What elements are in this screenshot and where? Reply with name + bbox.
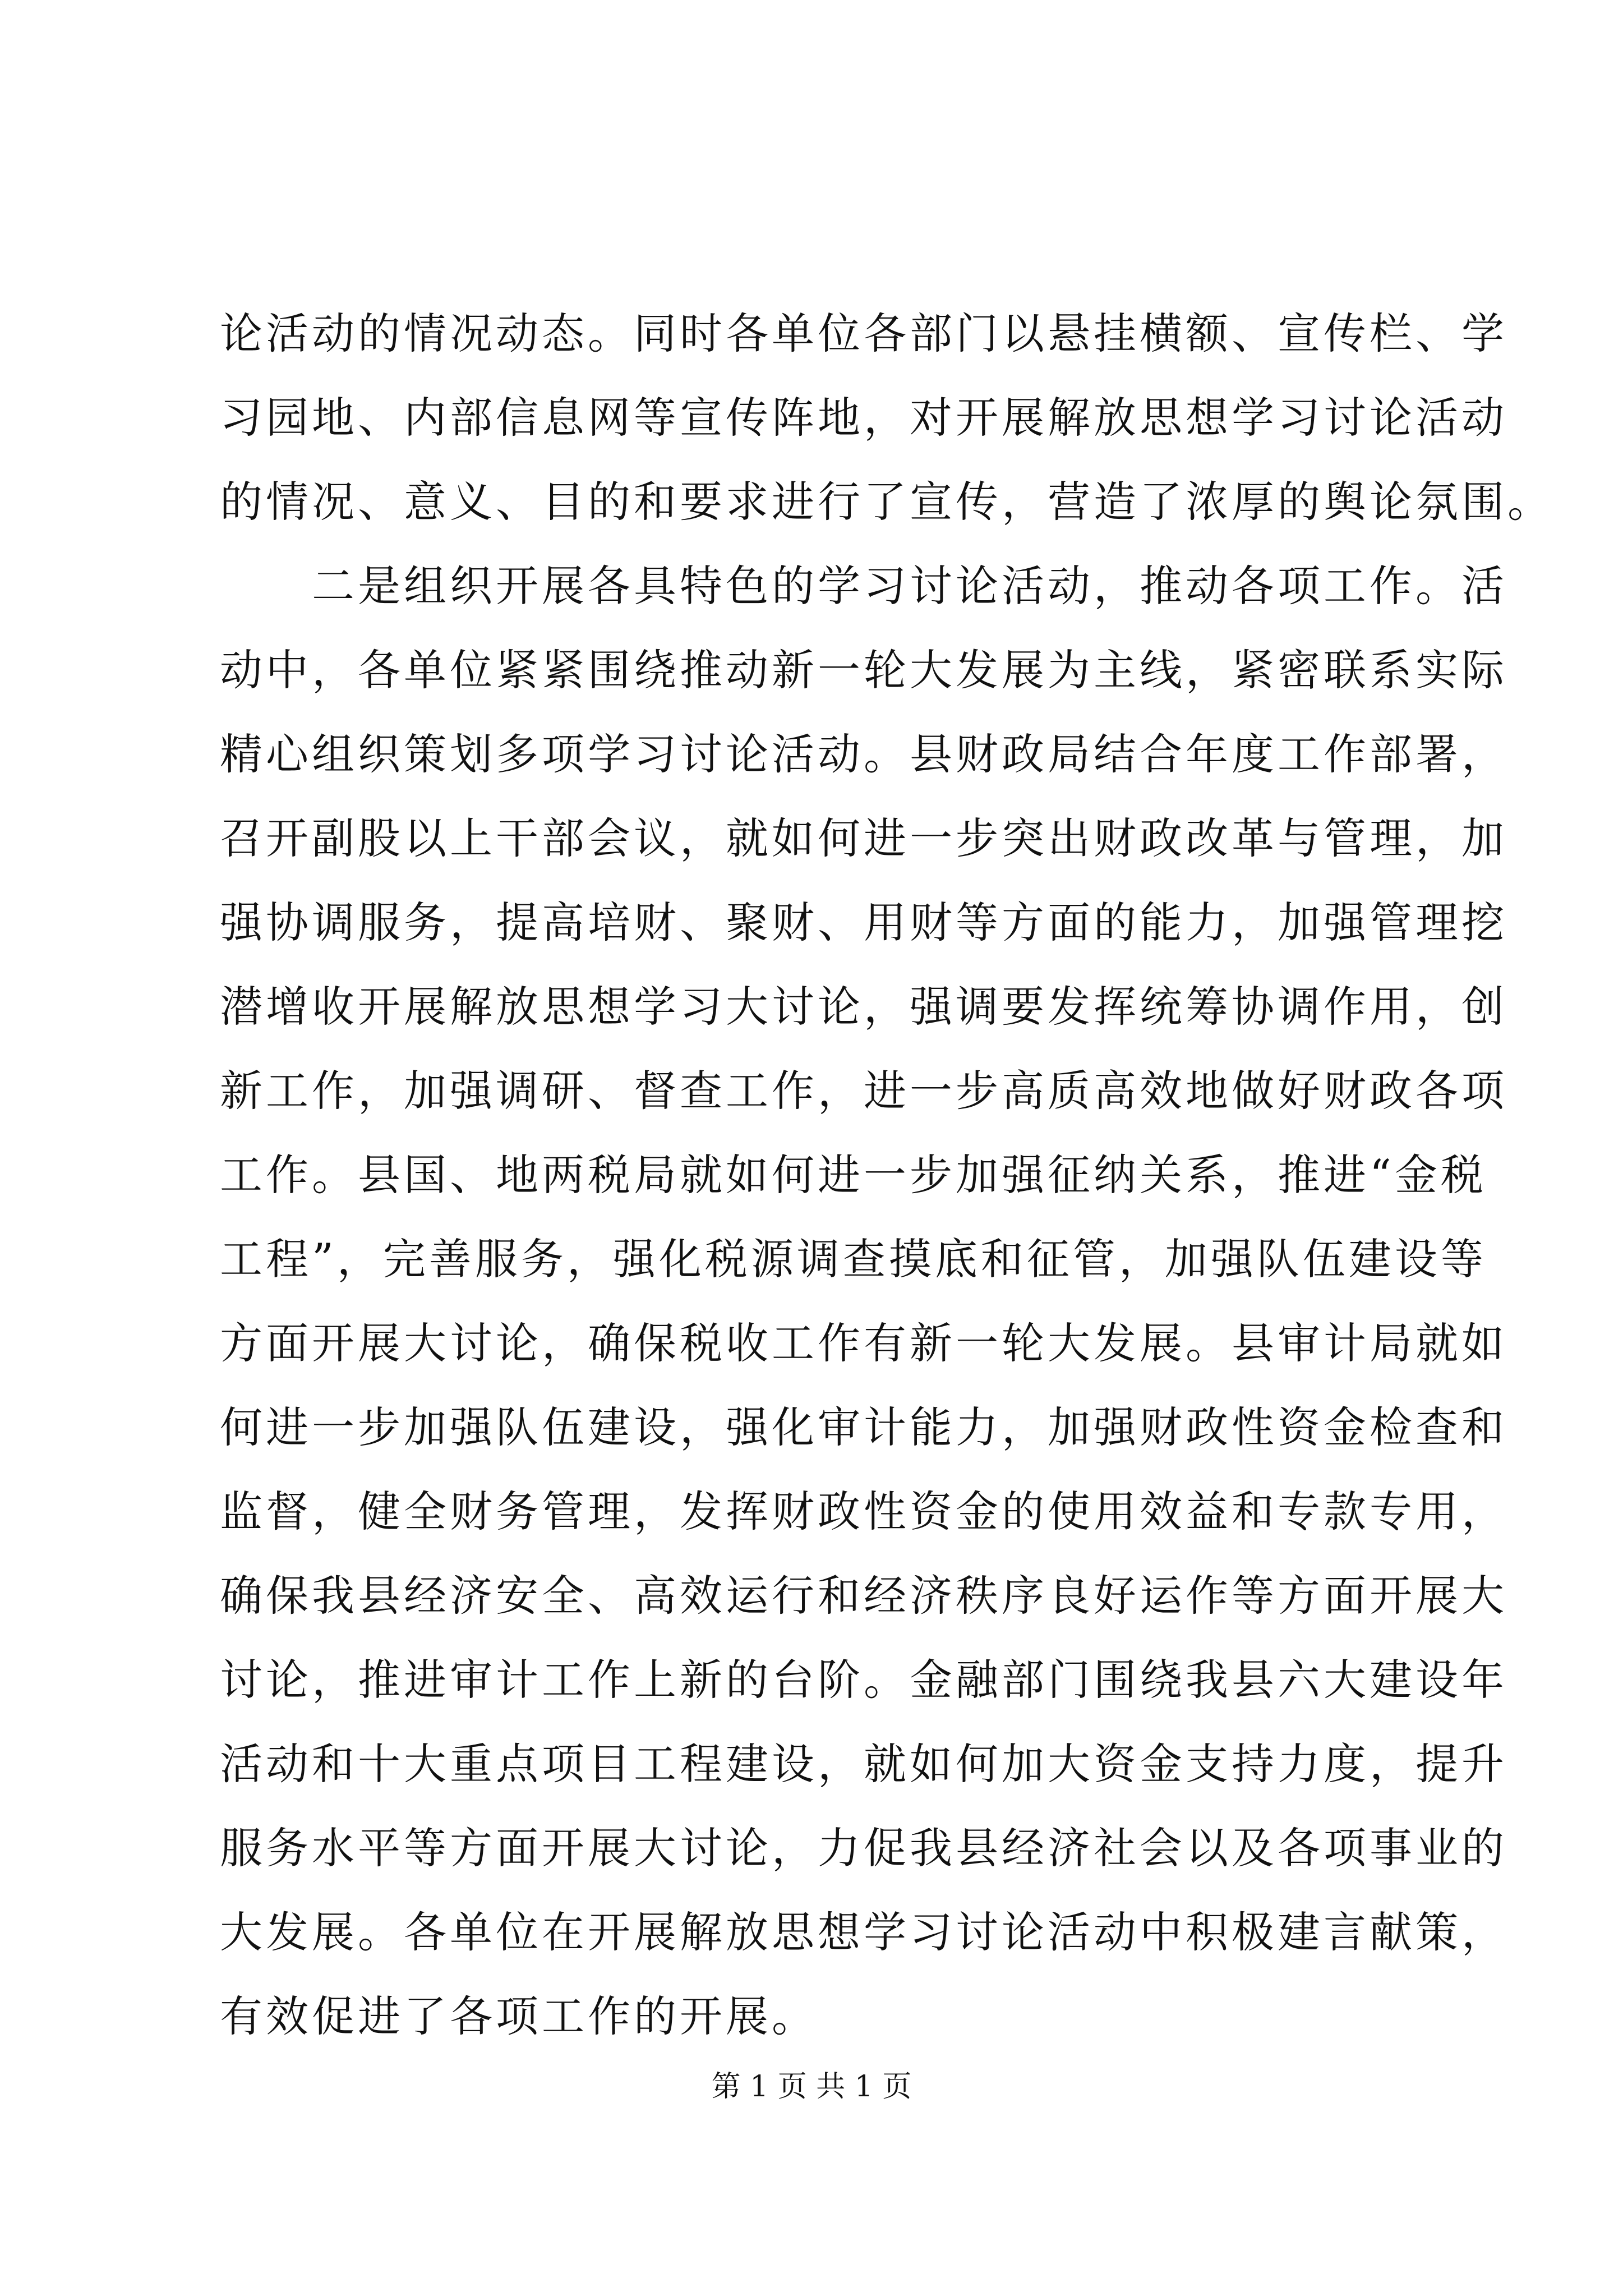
text-line: 精心组织策划多项学习讨论活动。县财政局结合年度工作部署，: [220, 729, 1507, 779]
text-line: 有效促进了各项工作的开展。: [220, 1991, 818, 2041]
body-text: [220, 292, 1553, 2059]
text-line: 动中，各单位紧紧围绕推动新一轮大发展为主线，紧密联系实际: [220, 645, 1507, 695]
text-line: 习园地、内部信息网等宣传阵地，对开展解放思想学习讨论活动: [220, 393, 1507, 443]
text-line: 新工作，加强调研、督查工作，进一步高质高效地做好财政各项: [220, 1066, 1507, 1116]
text-line: 何进一步加强队伍建设，强化审计能力，加强财政性资金检查和: [220, 1402, 1507, 1452]
page-number-footer: 第 1 页 共 1 页: [711, 2070, 912, 2104]
text-line: 召开副股以上干部会议，就如何进一步突出财政改革与管理，加: [220, 813, 1507, 863]
text-line: 服务水平等方面开展大讨论，力促我县经济社会以及各项事业的: [220, 1823, 1507, 1873]
text-line: 大发展。各单位在开展解放思想学习讨论活动中积极建言献策，: [220, 1907, 1507, 1957]
text-line: 二是组织开展各具特色的学习讨论活动，推动各项工作。活: [220, 561, 1507, 611]
text-line: 强协调服务，提高培财、聚财、用财等方面的能力，加强管理挖: [220, 898, 1507, 947]
text-line: 方面开展大讨论，确保税收工作有新一轮大发展。县审计局就如: [220, 1318, 1507, 1368]
text-line: 的情况、意义、目的和要求进行了宣传，营造了浓厚的舆论氛围。: [220, 477, 1553, 527]
text-line: 论活动的情况动态。同时各单位各部门以悬挂横额、宣传栏、学: [220, 309, 1507, 358]
text-line: 确保我县经济安全、高效运行和经济秩序良好运作等方面开展大: [220, 1571, 1507, 1621]
text-line: 工作。县国、地两税局就如何进一步加强征纳关系，推进“金税: [220, 1150, 1487, 1200]
text-line: 讨论，推进审计工作上新的台阶。金融部门围绕我县六大建设年: [220, 1655, 1507, 1705]
text-line: 监督，健全财务管理，发挥财政性资金的使用效益和专款专用，: [220, 1487, 1507, 1536]
text-line: 活动和十大重点项目工程建设，就如何加大资金支持力度，提升: [220, 1739, 1507, 1789]
text-line: 工程”，完善服务，强化税源调查摸底和征管，加强队伍建设等: [220, 1234, 1487, 1284]
text-line: 潜增收开展解放思想学习大讨论，强调要发挥统筹协调作用，创: [220, 982, 1507, 1032]
